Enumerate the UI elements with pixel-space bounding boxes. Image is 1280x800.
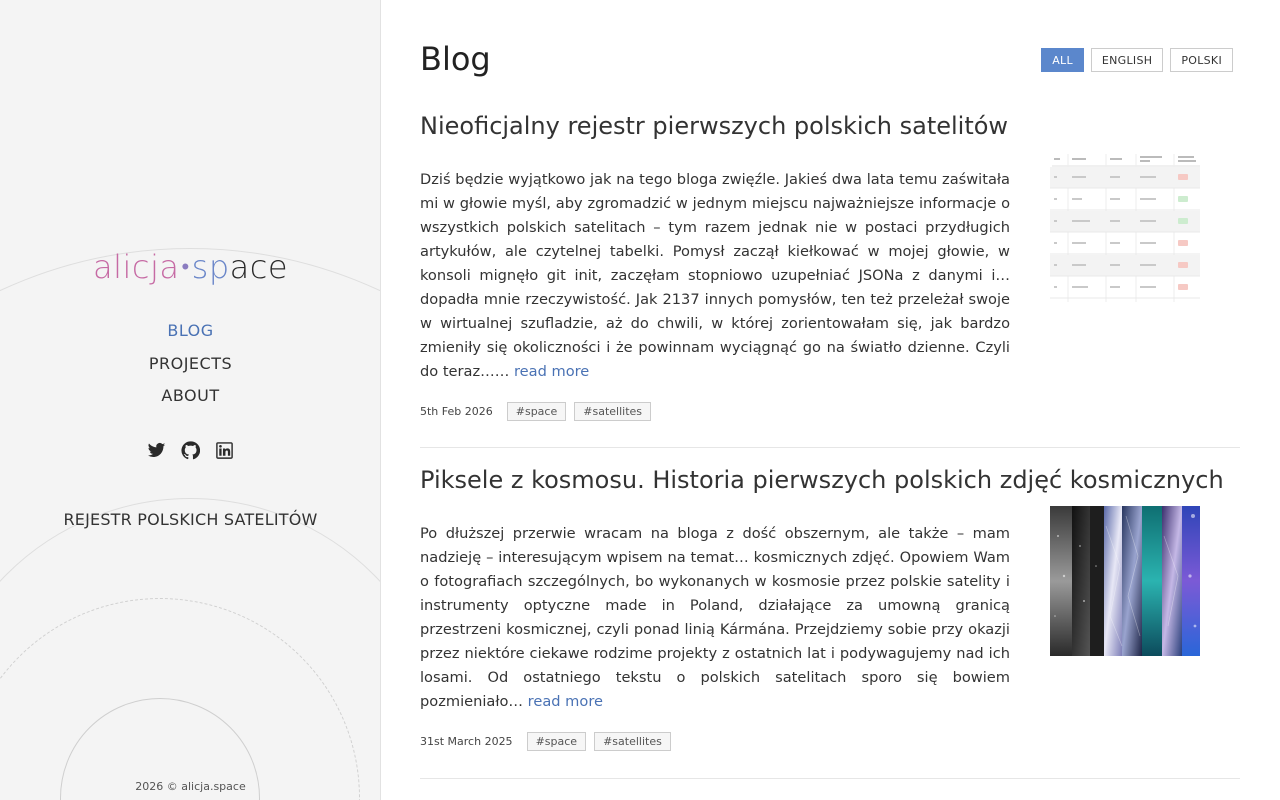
post-excerpt-text: Po dłuższej przerwie wracam na bloga z dość obszernym, ale także – mam nadzieję – interesującym wpisem na temat… kosmicznych zdjęć. Opowiem Wam o fotografiach szczególnych, bo wykonanych w kosmosie przez polskie satelity i instrumenty optyczne made in Poland, działające za umowną granicą przestrzeni kosmicznej, czyli ponad linią Kármána. Przejdziemy sobie przy okazji przez niektóre ciekawe rodzime projekty z ostatnich lat i podywagujemy nad ich losami. Od ostatniego tekstu o polskich satelitach sporo się bowiem pozmieniało… <box>420 525 1010 710</box>
twitter-icon[interactable] <box>147 440 167 460</box>
tag-satellites[interactable]: #satellites <box>574 402 651 421</box>
nav-blog[interactable]: BLOG <box>167 321 214 340</box>
language-filters <box>1041 48 1233 72</box>
nav-projects[interactable]: PROJECTS <box>148 353 233 373</box>
post-thumbnail[interactable] <box>1050 152 1200 302</box>
tag-space[interactable]: #space <box>507 402 567 421</box>
post-excerpt-text: Dziś będzie wyjątkowo jak na tego bloga zwięźle. Jakieś dwa lata temu zaświtała mi w głowie myśl, aby zgromadzić w jednym miejscu najważniejsze informacje o wszystkich polskich satelitach – tym razem jednak nie w postaci przydługich artykułów, ale czytelnej tabelki. Pomysł zaczął kiełkować w mojej głowie, w konsoli mignęło git init, zaczęłam stopniowo uzupełniać JSONa z danymi i… dopadła mnie rzeczywistość. Jak 2137 innych pomysłów, ten też przeleżał swoje w wirtualnej szufladzie, aż do chwili, w której zorientowałam się, jak bardzo zmieniły się okoliczności i że powinnam wyciągnąć go na światło dzienne. Czyli do teraz…… <box>420 171 1010 380</box>
post-thumbnail[interactable] <box>1050 506 1200 656</box>
tag-satellites[interactable]: #satellites <box>594 732 671 751</box>
tag-space[interactable]: #space <box>527 732 587 751</box>
register-polish-satellites-link[interactable]: REJESTR POLSKICH SATELITÓW <box>63 510 318 529</box>
filter-all-button[interactable]: ALL <box>1041 48 1084 72</box>
logo-text-sp: sp <box>191 248 230 286</box>
post-date: 5th Feb 2026 <box>420 405 493 418</box>
logo-text-alicja: alicja <box>92 248 180 286</box>
page-title: Blog <box>420 40 491 78</box>
linkedin-icon[interactable] <box>215 440 235 460</box>
filter-english-button[interactable]: ENGLISH <box>1091 48 1163 72</box>
social-links <box>0 440 381 460</box>
post-title[interactable]: Nieoficjalny rejestr pierwszych polskich satelitów <box>420 112 1009 140</box>
post-excerpt <box>420 168 1010 384</box>
copyright: 2026 © alicja.space <box>135 780 246 793</box>
filter-polski-button[interactable]: POLSKI <box>1170 48 1233 72</box>
site-logo[interactable] <box>0 248 381 286</box>
logo-text-ace: ace <box>229 248 289 286</box>
post-meta <box>420 402 651 421</box>
nav-about[interactable]: ABOUT <box>161 386 220 405</box>
blog-post <box>420 466 1240 779</box>
read-more-link[interactable]: read more <box>513 363 590 380</box>
logo-dot: • <box>181 255 190 280</box>
read-more-link[interactable]: read more <box>527 693 603 710</box>
post-date: 31st March 2025 <box>420 735 513 748</box>
main-content <box>420 0 1240 800</box>
blog-post <box>420 112 1240 448</box>
post-title[interactable]: Piksele z kosmosu. Historia pierwszych polskich zdjęć kosmicznych <box>420 466 1224 494</box>
post-meta <box>420 732 671 751</box>
main-nav <box>0 320 381 418</box>
post-excerpt <box>420 522 1010 714</box>
sidebar <box>0 0 381 800</box>
github-icon[interactable] <box>181 440 201 460</box>
